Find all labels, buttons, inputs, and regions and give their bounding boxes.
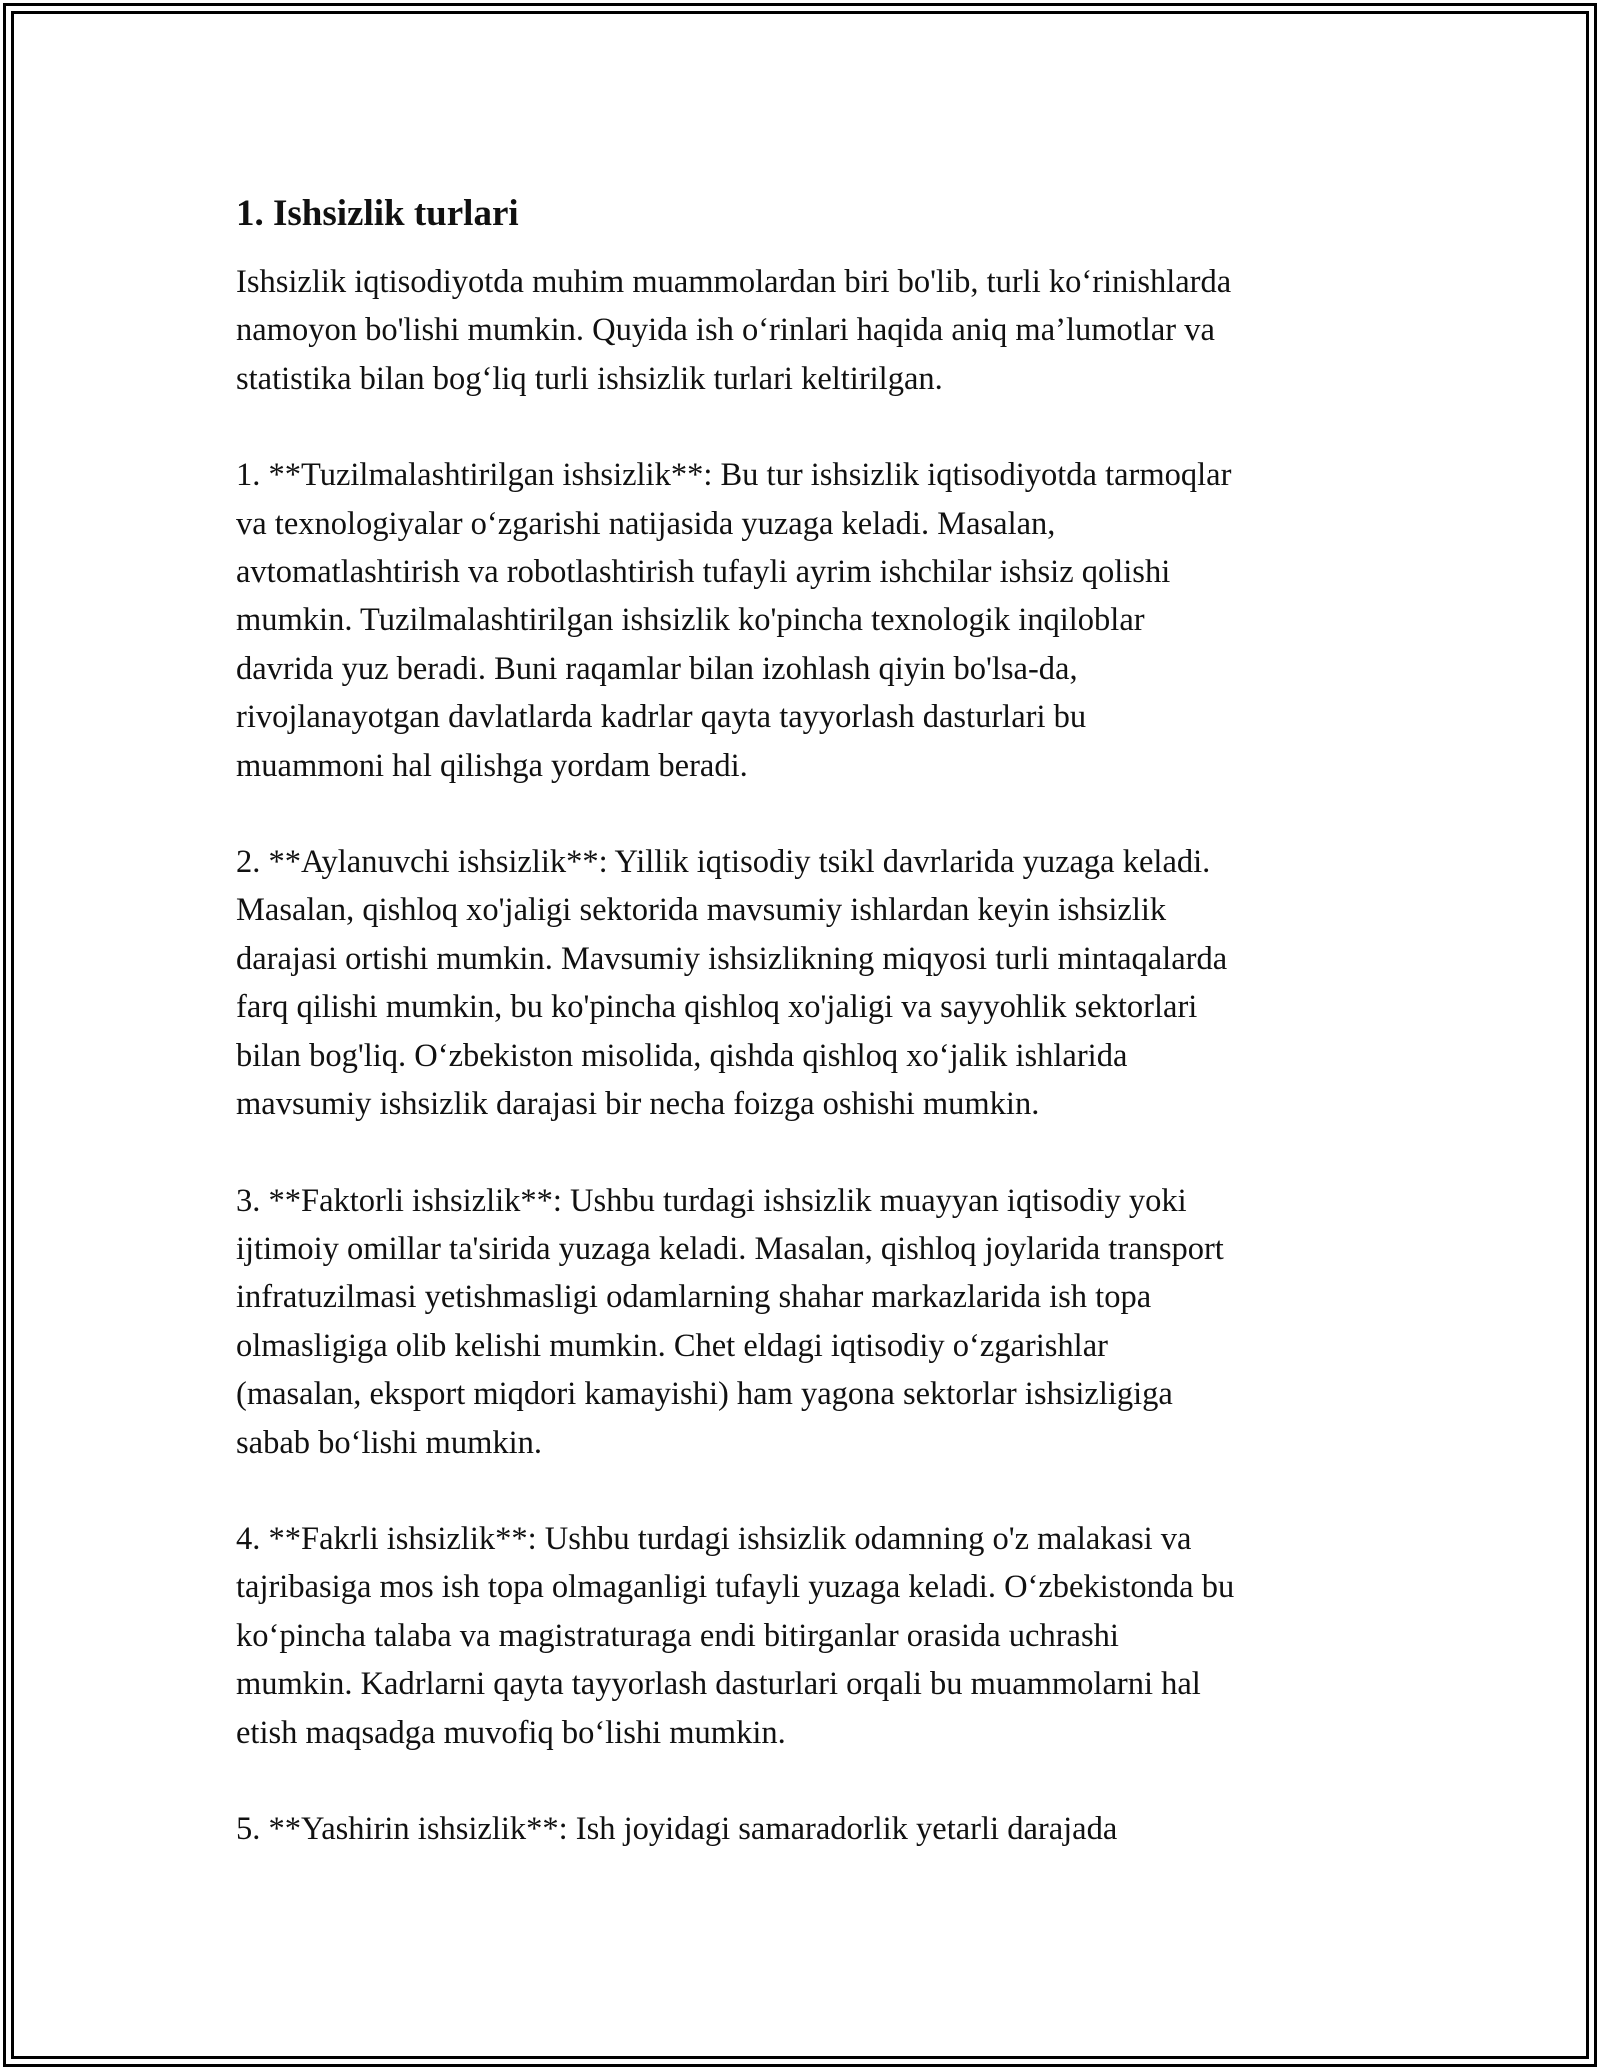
document-body bbox=[236, 188, 1376, 1901]
intro-paragraph: Ishsizlik iqtisodiyotda muhim muammolardan biri bo'lib, turli ko‘rinishlarda namoyon bo'lishi mumkin. Quyida ish o‘rinlari haqida aniq ma’lumotlar va statistika bilan bog‘liq turli ishsizlik turlari keltirilgan. bbox=[236, 264, 1232, 397]
paragraph-factor-unemployment: 3. **Faktorli ishsizlik**: Ushbu turdagi ishsizlik muayyan iqtisodiy yoki ijtimoiy omillar ta'sirida yuzaga keladi. Masalan, qishloq joylarida transport infratuzilmasi yetishmasligi odamlarning shahar markazlarida ish topa olmasligiga olib kelishi mumkin. Chet eldagi iqtisodiy o‘zgarishlar (masalan, eksport miqdori kamayishi) ham yagona sektorlar ishsizligiga sabab bo‘lishi mumkin. bbox=[236, 1182, 1224, 1461]
paragraph-cyclical-unemployment: 2. **Aylanuvchi ishsizlik**: Yillik iqtisodiy tsikl davrlarida yuzaga keladi. Masalan, qishloq xo'jaligi sektorida mavsumiy ishlardan keyin ishsizlik darajasi ortishi mumkin. Mavsumiy ishsizlikning miqyosi turli mintaqalarda farq qilishi mumkin, bu ko'pincha qishloq xo'jaligi va sayyohlik sektorlari bilan bog'liq. O‘zbekiston misolida, qishda qishloq xo‘jalik ishlarida mavsumiy ishsizlik darajasi bir necha foizga oshishi mumkin. bbox=[236, 844, 1228, 1123]
section-heading: 1. Ishsizlik turlari bbox=[236, 193, 519, 234]
paragraph-structural-unemployment: 1. **Tuzilmalashtirilgan ishsizlik**: Bu tur ishsizlik iqtisodiyotda tarmoqlar va texnologiyalar o‘zgarishi natijasida yuzaga keladi. Masalan, avtomatlashtirish va robotlashtirish tufayli ayrim ishchilar ishsiz qolishi mumkin. Tuzilmalashtirilgan ishsizlik ko'pincha texnologik inqiloblar davrida yuz beradi. Buni raqamlar bilan izohlash qiyin bo'lsa-da, rivojlanayotgan davlatlarda kadrlar qayta tayyorlash dasturlari bu muammoni hal qilishga yordam beradi. bbox=[236, 457, 1232, 784]
paragraph-hidden-unemployment: 5. **Yashirin ishsizlik**: Ish joyidagi samaradorlik yetarli darajada bbox=[236, 1810, 1118, 1847]
paragraph-skill-unemployment: 4. **Fakrli ishsizlik**: Ushbu turdagi ishsizlik odamning o'z malakasi va tajribasiga mos ish topa olmaganligi tufayli yuzaga keladi. O‘zbekistonda bu ko‘pincha talaba va magistraturaga endi bitirganlar orasida uchrashi mumkin. Kadrlarni qayta tayyorlash dasturlari orqali bu muammolarni hal etish maqsadga muvofiq bo‘lishi mumkin. bbox=[236, 1520, 1235, 1751]
